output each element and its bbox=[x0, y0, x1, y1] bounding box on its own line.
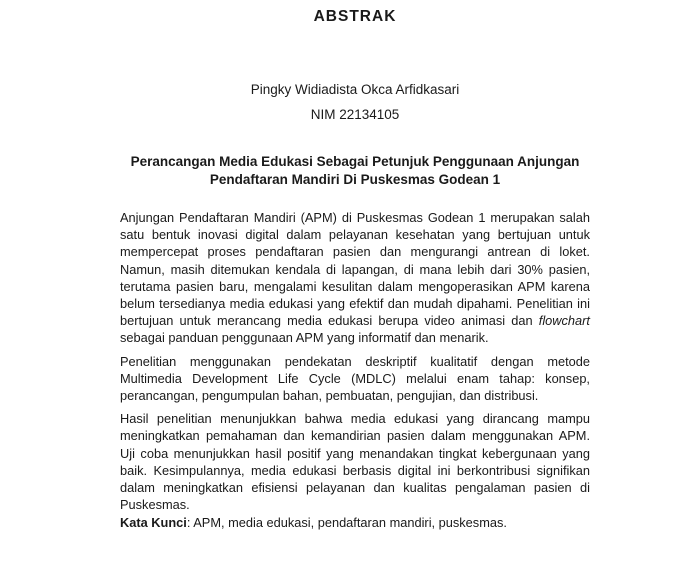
text-segment: dalam meningkatkan efisiensi pelayanan dan kualitas pengalaman pasien di bbox=[120, 480, 590, 496]
document-title-line-2: Pendaftaran Mandiri Di Puskesmas Godean 1 bbox=[209, 172, 501, 187]
text-line bbox=[120, 427, 590, 444]
italic-term: flowchart bbox=[538, 313, 590, 329]
text-line bbox=[120, 479, 590, 496]
text-line bbox=[120, 387, 590, 404]
paragraph-2 bbox=[120, 353, 590, 405]
text-segment: meningkatkan pemahaman dan kemandirian pasien dalam menggunakan APM. bbox=[120, 428, 590, 444]
text-line bbox=[120, 295, 590, 312]
text-segment: Puskesmas. bbox=[120, 497, 190, 513]
text-line bbox=[120, 462, 590, 479]
author-name: Pingky Widiadista Okca Arfidkasari bbox=[250, 82, 460, 97]
keywords-text: : APM, media edukasi, pendaftaran mandiri, puskesmas. bbox=[186, 515, 507, 531]
text-segment: terutama pasien baru, mengalami kesulitan dalam mengoperasikan APM karena bbox=[120, 278, 590, 294]
text-line bbox=[120, 312, 590, 329]
text-segment: perancangan, pengumpulan bahan, pembuatan, pengujian, dan distribusi. bbox=[120, 388, 539, 404]
text-segment: belum tersedianya media edukasi yang efektif dan mudah dipahami. Penelitian ini bbox=[120, 296, 590, 312]
paragraph-3 bbox=[120, 410, 590, 513]
text-line bbox=[120, 370, 590, 387]
text-segment: Penelitian menggunakan pendekatan deskriptif kualitatif dengan metode bbox=[120, 353, 590, 369]
abstract-heading: ABSTRAK bbox=[313, 8, 397, 25]
paragraph-1 bbox=[120, 209, 590, 347]
text-line bbox=[120, 209, 590, 226]
text-segment: sebagai panduan penggunaan APM yang informatif dan menarik. bbox=[120, 330, 489, 346]
text-segment: Anjungan Pendaftaran Mandiri (APM) di Puskesmas Godean 1 merupakan salah bbox=[120, 210, 590, 225]
student-nim: NIM 22134105 bbox=[310, 107, 400, 122]
keywords-label: Kata Kunci bbox=[120, 515, 187, 531]
document-title-line-1: Perancangan Media Edukasi Sebagai Petunjuk Penggunaan Anjungan bbox=[130, 154, 580, 169]
text-line bbox=[120, 496, 590, 513]
text-segment: Uji coba menunjukkan hasil positif yang menandakan tingkat kebergunaan yang bbox=[120, 445, 590, 461]
abstract-body bbox=[120, 209, 590, 513]
text-line bbox=[120, 353, 590, 370]
text-line bbox=[120, 410, 590, 427]
text-segment: bertujuan untuk merancang media edukasi berupa video animasi dan bbox=[120, 313, 539, 329]
text-segment: Namun, masih ditemukan kendala di lapangan, di mana lebih dari 30% pasien, bbox=[120, 261, 590, 277]
keywords-line bbox=[120, 514, 590, 531]
text-line bbox=[120, 243, 590, 260]
text-line bbox=[120, 445, 590, 462]
document-title bbox=[120, 153, 590, 189]
text-segment: mempercepat proses pendaftaran pasien dan mengurangi antrean di loket. bbox=[120, 244, 590, 260]
text-line bbox=[120, 226, 590, 243]
text-segment: Hasil penelitian menunjukkan bahwa media edukasi yang dirancang mampu bbox=[120, 411, 590, 427]
text-line bbox=[120, 329, 590, 346]
text-segment: Multimedia Development Life Cycle (MDLC) melalui enam tahap: konsep, bbox=[120, 370, 590, 386]
text-segment: baik. Kesimpulannya, media edukasi berbasis digital ini berkontribusi signifikan bbox=[120, 462, 590, 478]
text-line bbox=[120, 261, 590, 278]
text-line bbox=[120, 278, 590, 295]
text-segment: satu bentuk inovasi digital dalam pelayanan kesehatan yang bertujuan untuk bbox=[120, 227, 590, 243]
page-content bbox=[120, 0, 590, 532]
